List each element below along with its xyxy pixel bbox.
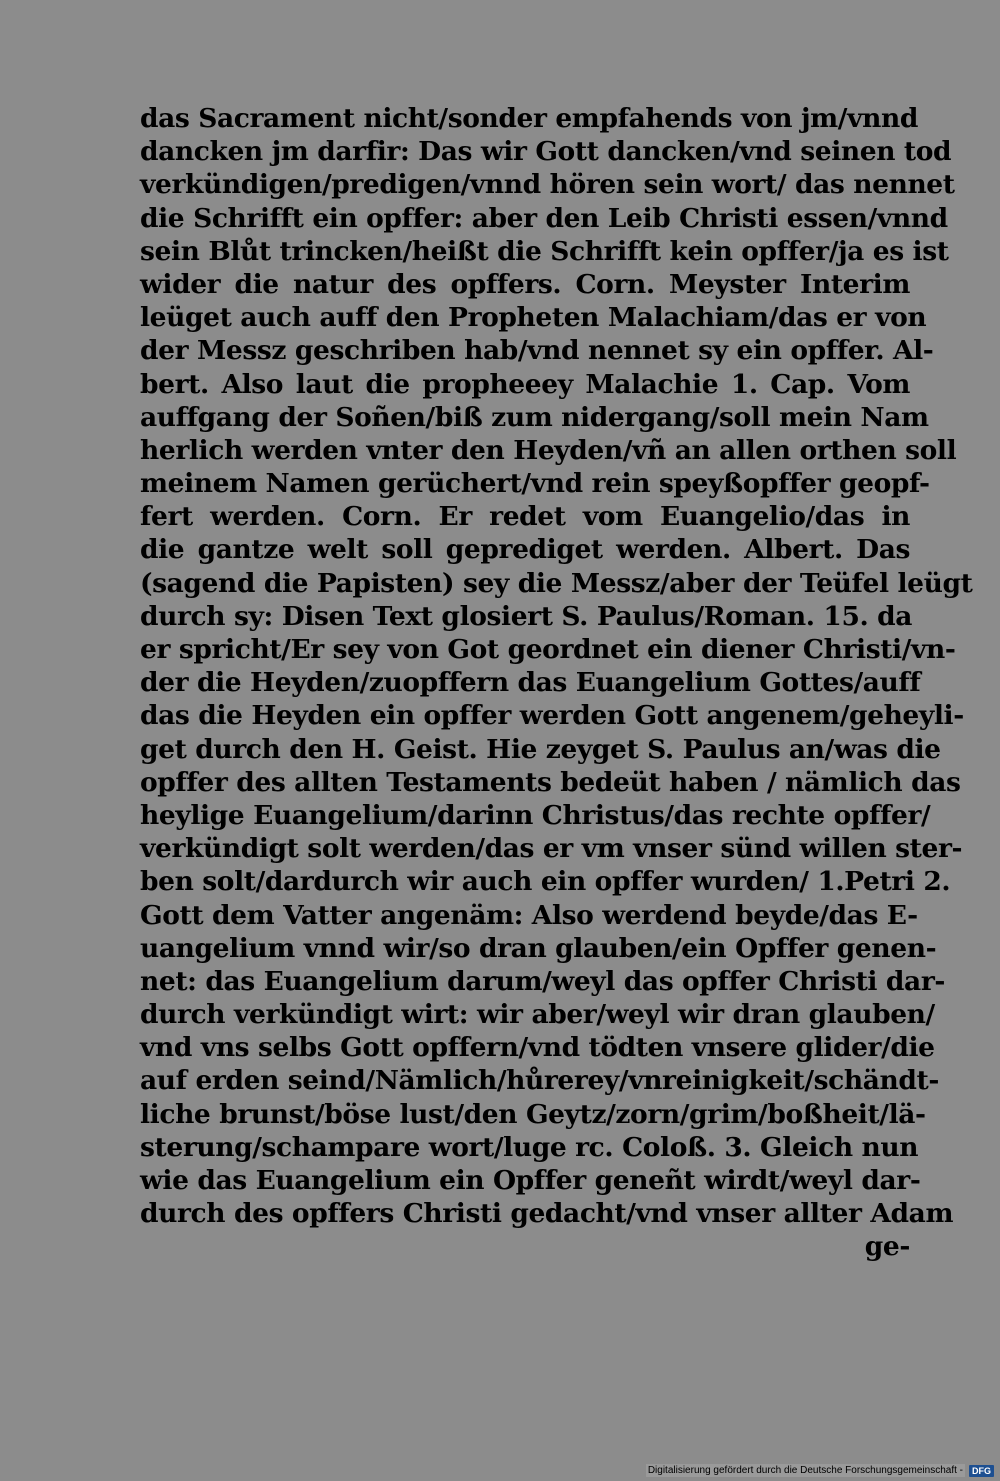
text-line: verkündigt solt werden/das er vm vnser sünd willen ster-: [140, 833, 963, 865]
footer: [646, 1464, 994, 1477]
text-line: bert. Also laut die propheeey Malachie 1. Cap. Vom: [140, 368, 910, 400]
text-line: der Messz geschriben hab/vnd nennet sy ein opffer. Al-: [140, 335, 934, 367]
text-line: wie das Euangelium ein Opffer geneñt wirdt/weyl dar-: [140, 1165, 921, 1196]
text-line: dancken jm darfir: Das wir Gott dancken/vnd seinen tod: [140, 136, 952, 168]
text-line: liche brunst/böse lust/den Geytz/zorn/grim/boßheit/lä-: [140, 1098, 926, 1130]
text-line: opffer des allten Testaments bedeüt haben / nämlich das: [140, 766, 961, 798]
text-line: ben solt/dardurch wir auch ein opffer wurden/ 1.Petri 2.: [140, 866, 951, 898]
text-line: wider die natur des opffers. Corn. Meyster Interim: [140, 268, 910, 300]
text-line: durch des opffers Christi gedacht/vnd vnser allter Adam: [140, 1198, 954, 1230]
text-line: leüget auch auff den Propheten Malachiam/das er von: [140, 302, 927, 334]
text-line: das Sacrament nicht/sonder empfahends von jm/vnnd: [140, 103, 918, 134]
text-line: der die Heyden/zuopffern das Euangelium Gottes/auff: [140, 667, 921, 699]
text-line: fert werden. Corn. Er redet vom Euangelio/das in: [140, 501, 910, 533]
text-line: uangelium vnnd wir/so dran glauben/ein Opffer genen-: [140, 932, 937, 964]
text-line: die gantze welt soll geprediget werden. Albert. Das: [140, 534, 910, 566]
text-line: die Schrifft ein opffer: aber den Leib Christi essen/vnnd: [140, 202, 948, 234]
text-line: vnd vns selbs Gott opffern/vnd tödten vnsere glider/die: [140, 1032, 935, 1064]
funding-notice: Digitalisierung gefördert durch die Deutsche Forschungsgemeinschaft -: [647, 1465, 963, 1476]
text-line: er spricht/Er sey von Got geordnet ein diener Christi/vn-: [140, 634, 956, 665]
text-line: durch verkündigt wirt: wir aber/weyl wir dran glauben/: [140, 999, 935, 1031]
text-line: ge-: [864, 1231, 910, 1263]
text-line: sein Blůt trincken/heißt die Schrifft kein opffer/ja es ist: [140, 235, 949, 267]
text-line: (sagend die Papisten) sey die Messz/aber der Teüfel leügt: [140, 567, 973, 599]
text-line: heylige Euangelium/darinn Christus/das rechte opffer/: [140, 799, 931, 831]
dfg-logo: DFG: [969, 1465, 994, 1477]
text-line: Gott dem Vatter angenäm: Also werdend beyde/das E-: [140, 899, 918, 931]
text-line: net: das Euangelium darum/weyl das opffer Christi dar-: [140, 965, 945, 997]
text-line: das die Heyden ein opffer werden Gott angenem/geheyli-: [140, 700, 964, 732]
text-line: herlich werden vnter den Heyden/vñ an allen orthen soll: [140, 434, 957, 466]
text-line: auf erden seind/Nämlich/hůrerey/vnreinigkeit/schändt-: [140, 1065, 939, 1097]
text-line: auffgang der Soñen/biß zum nidergang/soll mein Nam: [140, 401, 929, 433]
text-line: durch sy: Disen Text glosiert S. Paulus/Roman. 15. da: [140, 600, 913, 632]
text-line: meinem Namen gerüchert/vnd rein speyßopffer geopf-: [140, 468, 930, 500]
text-line: verkündigen/predigen/vnnd hören sein wort/ das nennet: [140, 169, 955, 201]
text-line: get durch den H. Geist. Hie zeyget S. Paulus an/was die: [140, 733, 941, 765]
body-text: [140, 102, 973, 1264]
text-line: sterung/schampare wort/luge rc. Coloß. 3. Gleich nun: [140, 1131, 919, 1163]
